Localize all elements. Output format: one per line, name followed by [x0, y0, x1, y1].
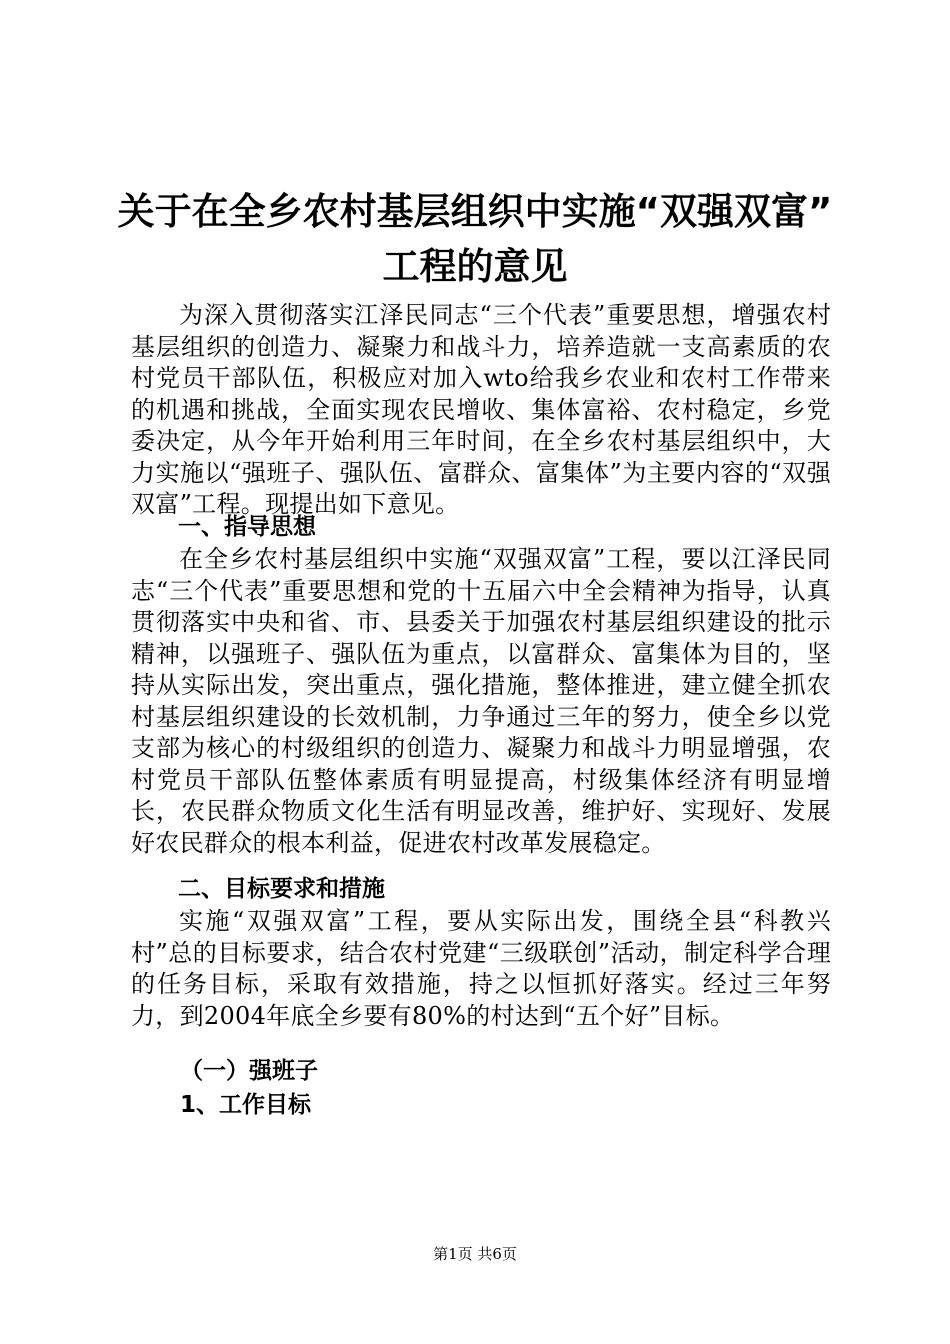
intro-paragraph: 为深入贯彻落实江泽民同志“三个代表”重要思想，增强农村基层组织的创造力、凝聚力和战斗力，培养造就一支高素质的农村党员干部队伍，积极应对加入wto给我乡农业和农村工作带来的机遇和挑战，全面实现农民增收、集体富裕、农村稳定，乡党委决定，从今年开始利用三年时间，在全乡农村基层组织中，大力实施以“强班子、强队伍、富群众、富集体”为主要内容的“双强双富”工程。现提出如下意见。: [131, 301, 831, 518]
section-heading-guiding-thought: 一、指导思想: [178, 514, 316, 540]
goals-measures-paragraph: 实施“双强双富”工程，要从实际出发，围绕全县“科教兴村”总的目标要求，结合农村党建“三级联创”活动，制定科学合理的任务目标，采取有效措施，持之以恒抓好落实。经过三年努力，到2004年底全乡要有80%的村达到“五个好”目标。: [131, 907, 831, 1030]
document-title-line-1: 关于在全乡农村基层组织中实施“双强双富”: [117, 190, 833, 233]
subsection-heading-work-goals: 1、工作目标: [180, 1092, 312, 1118]
section-heading-goals-measures: 二、目标要求和措施: [178, 876, 385, 902]
subsection-heading-strengthen-team: （一）强班子: [180, 1058, 318, 1084]
page-number-footer: 第1页 共6页: [433, 1245, 517, 1263]
guiding-thought-paragraph: 在全乡农村基层组织中实施“双强双富”工程，要以江泽民同志“三个代表”重要思想和党的十五届六中全会精神为指导，认真贯彻落实中央和省、市、县委关于加强农村基层组织建设的批示精神，以强班子、强队伍为重点，以富群众、富集体为目的，坚持从实际出发，突出重点，强化措施，整体推进，建立健全抓农村基层组织建设的长效机制，力争通过三年的努力，使全乡以党支部为核心的村级组织的创造力、凝聚力和战斗力明显增强，农村党员干部队伍整体素质有明显提高，村级集体经济有明显增长，农民群众物质文化生活有明显改善，维护好、实现好、发展好农民群众的根本利益，促进农村改革发展稳定。: [131, 545, 831, 857]
document-title-line-2: 工程的意见: [382, 245, 568, 288]
